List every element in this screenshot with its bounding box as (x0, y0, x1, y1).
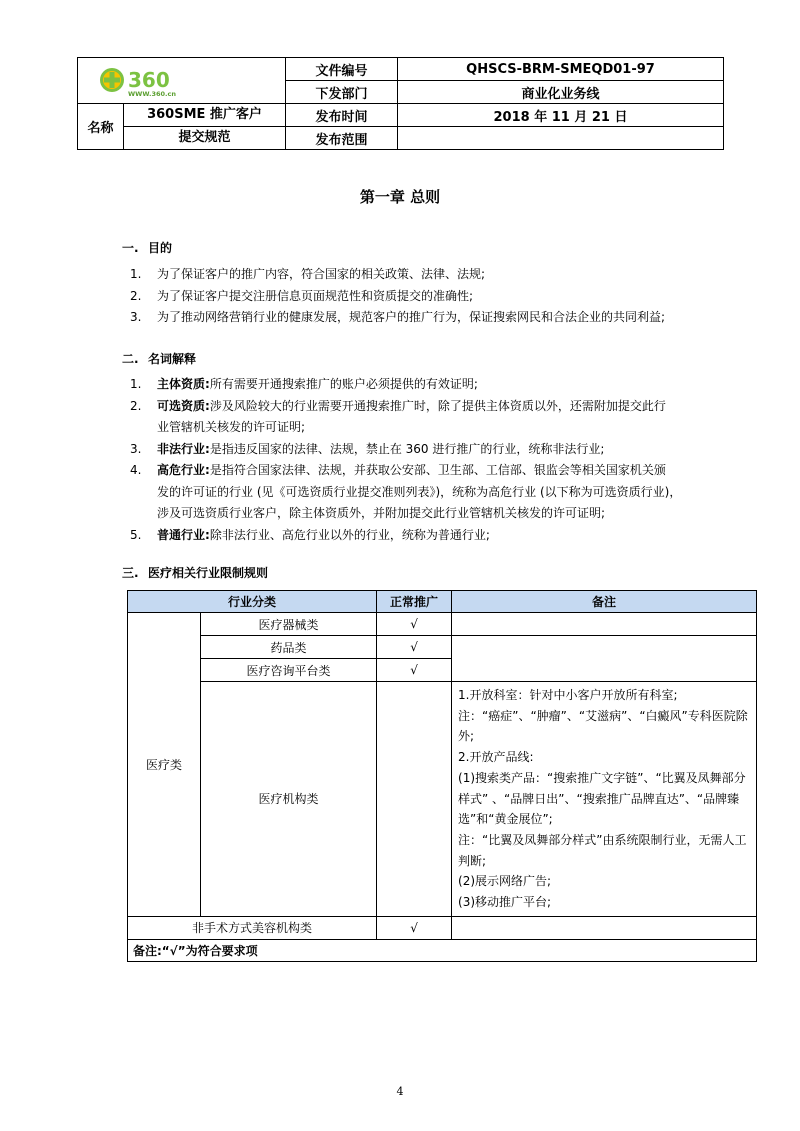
section-number: 三. (122, 566, 139, 580)
list-item: 5. 普通行业:除非法行业、高危行业以外的行业，统称为普通行业; (130, 527, 490, 542)
category-medical: 医疗类 (128, 613, 201, 917)
chapter-title: 第一章 总则 (359, 188, 441, 206)
terms-list (130, 374, 681, 546)
section-medical-heading (122, 564, 268, 581)
field-label-department: 下发部门 (286, 81, 398, 104)
check-mark: √ (377, 636, 452, 659)
check-mark: √ (377, 916, 452, 939)
subcategory: 医疗机构类 (201, 682, 377, 917)
section-purpose-heading (122, 239, 172, 256)
field-label-publish-date: 发布时间 (286, 104, 398, 127)
logo-text: 360 (128, 68, 170, 92)
360-logo (98, 65, 208, 97)
doc-name-line1: 360SME 推广客户 (124, 104, 286, 127)
term: 非法行业: (157, 441, 210, 456)
field-label-scope: 发布范围 (286, 127, 398, 150)
subcategory: 医疗咨询平台类 (201, 659, 377, 682)
table-row (128, 682, 757, 917)
table-footer-row (128, 939, 757, 961)
list-item: 1. 主体资质:所有需要开通搜索推广的账户必须提供的有效证明; (130, 377, 478, 391)
table-footnote: 备注:“√”为符合要求项 (128, 939, 757, 961)
page-number: 4 (396, 1085, 404, 1098)
list-item: 3. 非法行业:是指违反国家的法律、法规，禁止在 360 进行推广的行业，统称非法行业; (130, 441, 605, 456)
list-item: 3. 为了推动网络营销行业的健康发展，规范客户的推广行为，保证搜索网民和合法企业的共同利益; (130, 310, 666, 324)
medical-institution-remarks: 1.开放科室：针对中小客户开放所有科室; 注：“癌症”、“肿瘤”、“艾滋病”、“白癜风”专科医院除外; 2.开放产品线: (1)搜索类产品：“搜索推广文字链”、“比翼及凤舞部分样式” 、“品牌日出”、“搜索推广品牌直达”、“品牌臻选”和“黄金展位”; 注：“比翼及凤舞部分样式”由系统限制行业，无需人工判断; (2)展示网络广告; (3)移动推广平台; (452, 682, 757, 917)
document-header-table (77, 57, 724, 150)
subcategory: 药品类 (201, 636, 377, 659)
section-terms-heading (122, 350, 196, 367)
name-label: 名称 (78, 104, 124, 150)
list-item: 4. 高危行业:是指符合国家法律、法规，并获取公安部、卫生部、工信部、银监会等相关国家机关颁 发的许可证的行业 (见《可选资质行业提交准则列表》)，统称为高危行业 (以下称为可选资质行业)， 涉及可选资质行业客户，除主体资质外，并附加提交此行业管辖机关核发的许可证明; (130, 463, 682, 520)
term: 可选资质: (157, 398, 210, 413)
term: 主体资质: (157, 377, 210, 391)
field-value-scope (398, 127, 724, 150)
remark-cell (452, 636, 757, 682)
list-item: 2. 可选资质:涉及风险较大的行业需要开通搜索推广时，除了提供主体资质以外，还需附加提交此行 业管辖机关核发的许可证明; (130, 398, 666, 434)
check-mark: √ (377, 659, 452, 682)
remark-cell (452, 916, 757, 939)
col-header-remarks: 备注 (452, 591, 757, 613)
list-item: 2. 为了保证客户提交注册信息页面规范性和资质提交的准确性; (130, 288, 474, 303)
section-number: 一. (122, 241, 139, 255)
section-title: 目的 (148, 241, 173, 255)
medical-rules-table (127, 590, 757, 962)
subcategory: 医疗器械类 (201, 613, 377, 636)
field-value-doc-number: QHSCS-BRM-SMEQD01-97 (398, 58, 724, 81)
section-title: 名词解释 (148, 352, 197, 366)
doc-name-line2: 提交规范 (124, 127, 286, 150)
category-cosmetic: 非手术方式美容机构类 (128, 916, 377, 939)
logo-url-text: WWW.360.cn (128, 90, 176, 97)
col-header-normal-promo: 正常推广 (377, 591, 452, 613)
field-label-doc-number: 文件编号 (286, 58, 398, 81)
purpose-list (130, 264, 665, 329)
field-value-department: 商业化业务线 (398, 81, 724, 104)
term: 普通行业: (157, 527, 210, 542)
term: 高危行业: (157, 463, 210, 477)
table-row (128, 636, 757, 659)
check-mark: √ (377, 613, 452, 636)
table-header-row (128, 591, 757, 613)
field-value-publish-date: 2018 年 11 月 21 日 (398, 104, 724, 127)
section-number: 二. (122, 352, 139, 366)
remark-cell (452, 613, 757, 636)
col-header-category: 行业分类 (128, 591, 377, 613)
table-row (128, 613, 757, 636)
list-item: 1. 为了保证客户的推广内容，符合国家的相关政策、法律、法规; (130, 267, 486, 281)
table-row (128, 916, 757, 939)
check-mark (377, 682, 452, 917)
section-title: 医疗相关行业限制规则 (148, 566, 269, 580)
logo-cell (78, 58, 286, 104)
